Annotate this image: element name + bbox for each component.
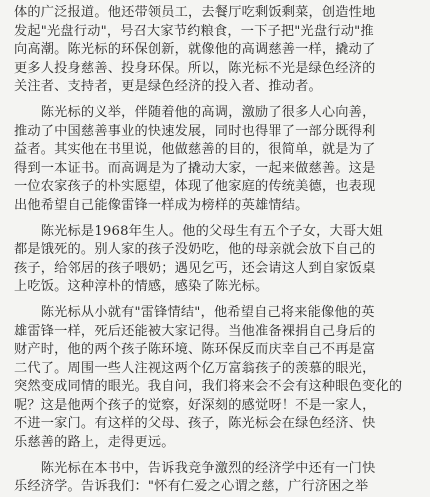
paragraph-5: [14, 460, 414, 497]
text-line: 出他希望自己能像雷锋一样成为榜样的英雄情结。: [14, 197, 309, 213]
paragraph-gap: [14, 97, 414, 104]
text-line: 向高潮。陈光标的环保创新，就像他的高调慈善一样，撬动了: [14, 42, 376, 58]
text-line: 体的广泛报道。他还带领员工，去餐厅吃剩饭剩菜，创造性地: [14, 5, 376, 20]
text-line: 得到一本证书。而高调是为了撬动大家，一起来做慈善。这是: [14, 160, 376, 176]
paragraph-2: [14, 104, 414, 216]
text-line: 不进一家门。有这样的父母、孩子，陈光标会在绿色经济、快: [14, 416, 376, 432]
text-line: 上吃饭。这种淳朴的情感，感染了陈光标。: [14, 279, 269, 295]
text-line: 财产时，他的两个孩子陈环境、陈环保反而庆幸自己不再是富: [14, 342, 376, 358]
text-line: 二代了。周围一些人注视这两个亿万富翁孩子的羡慕的眼光，: [14, 360, 376, 376]
text-line: 乐经济学。告诉我们："怀有仁爱之心谓之慈，广行济困之举: [14, 479, 369, 495]
paragraph-gap: [14, 453, 414, 460]
text-line: 陈光标的义举，伴随着他的高调，激励了很多人心向善，: [14, 104, 376, 120]
text-line: 更多人投身慈善、投身环保。所以，陈光标不光是绿色经济的: [14, 60, 376, 76]
text-line: 都是饿死的。别人家的孩子没奶吃，他的母亲就会放下自己的: [14, 242, 376, 258]
paragraph-4: [14, 304, 414, 453]
text-line: 乐慈善的路上，走得更远。: [14, 435, 175, 451]
paragraph-3: [14, 223, 414, 297]
text-line: 呢？这是他两个孩子的觉察，好深刻的感觉呀！不是一家人，: [14, 397, 376, 413]
paragraph-gap: [14, 297, 414, 304]
text-line: 关注者、支持者，更是绿色经济的投入者、推动者。: [14, 79, 322, 95]
text-line: 陈光标是1968年生人。他的父母生有五个子女，大哥大姐: [14, 223, 384, 239]
text-line: 孩子，给邻居的孩子喂奶；遇见乞丐，还会请这人到自家饭桌: [14, 260, 376, 276]
text-line: 雄雷锋一样，死后还能被大家记得。当他准备裸捐自己身后的: [14, 323, 376, 339]
text-line: 推动了中国慈善事业的快速发展，同时也得罪了一部分既得利: [14, 123, 376, 139]
text-line: 发起"光盘行动"，号召大家节约粮食，一下子把"光盘行动"推: [14, 23, 374, 39]
text-line: 陈光标在本书中，告诉我竞争激烈的经济学中还有一门快: [14, 460, 376, 476]
text-line: 陈光标从小就有"雷锋情结"，他希望自己将来能像他的英: [14, 304, 375, 320]
paragraph-1: [14, 4, 414, 97]
text-line: 益者。其实他在书里说，他做慈善的目的，很简单，就是为了: [14, 142, 376, 158]
text-line: 一位农家孩子的朴实愿望，体现了他家庭的传统美德，也表现: [14, 179, 376, 195]
text-line: 突然变成同情的眼光。我自问，我们将来会不会有这种眼色变化的: [14, 379, 403, 395]
paragraph-gap: [14, 216, 414, 223]
